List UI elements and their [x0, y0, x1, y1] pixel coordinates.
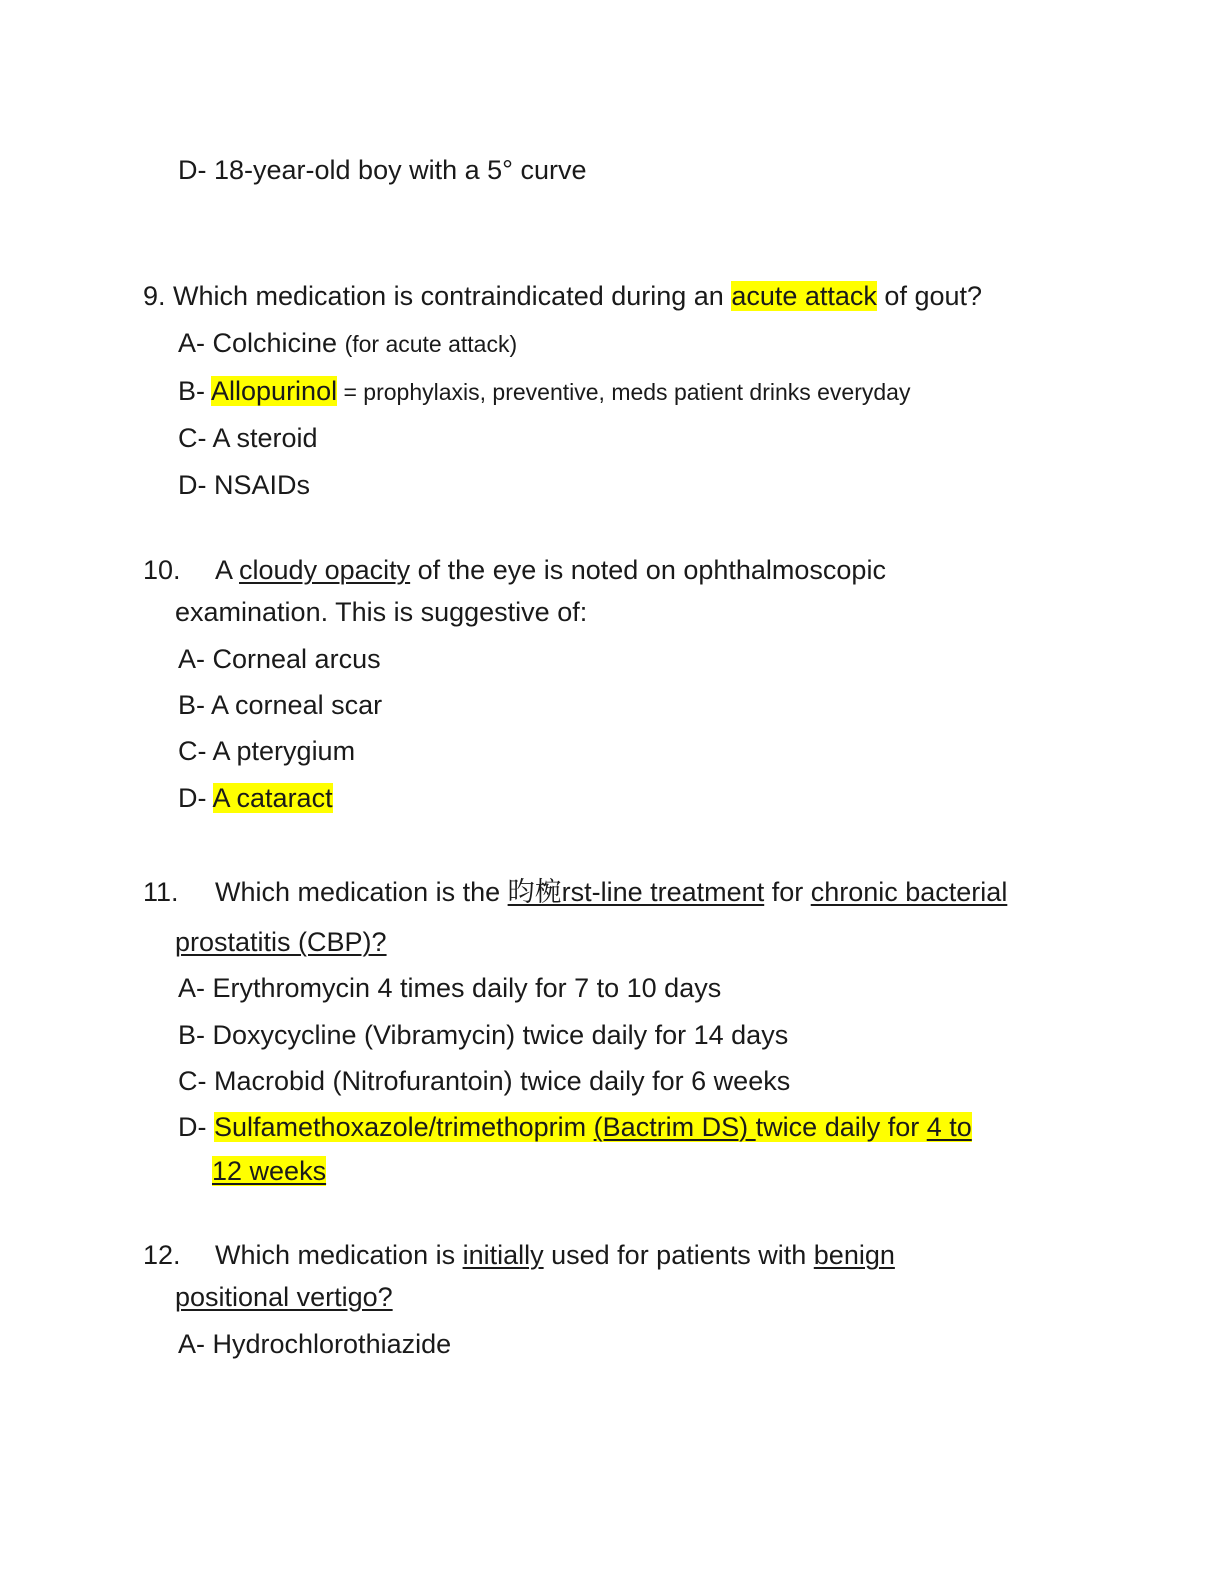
q11-stem-pre: Which medication is the: [215, 877, 508, 907]
q10-option-c-text: C- A pterygium: [178, 736, 356, 766]
q11-option-d-highlight-2: twice daily for: [755, 1112, 927, 1142]
q11-option-d-highlight-1: Sulfamethoxazole/trimethoprim: [214, 1112, 594, 1142]
q10-option-b: [178, 688, 382, 722]
q10-option-c: [178, 734, 355, 768]
q11-option-b-text: B- Doxycycline (Vibramycin) twice daily for 14 days: [178, 1020, 789, 1050]
q11-option-d: [178, 1110, 972, 1144]
q9-option-b-highlight: Allopurinol: [211, 376, 338, 406]
q9-stem-post: of gout?: [876, 281, 983, 311]
q9-option-c: [178, 421, 318, 455]
q12-stem: [143, 1238, 895, 1272]
q10-stem-pre: A: [215, 555, 240, 585]
q11-stem: [143, 875, 1007, 909]
q9-option-b: [178, 374, 910, 409]
q12-stem-underline-3: positional vertigo?: [175, 1282, 393, 1312]
q9-option-a: [178, 326, 517, 361]
q8-option-d: [178, 153, 586, 187]
q11-option-a-text: A- Erythromycin 4 times daily for 7 to 10 days: [178, 973, 722, 1003]
q9-stem-highlight: acute attack: [731, 281, 877, 311]
q12-stem-line2: [175, 1280, 393, 1314]
q10-stem-underline: cloudy opacity: [239, 555, 411, 585]
q10-option-a: [178, 642, 381, 676]
q11-option-c-text: C- Macrobid (Nitrofurantoin) twice daily for 6 weeks: [178, 1066, 791, 1096]
q10-option-d-prefix: D-: [178, 783, 213, 813]
q10-stem: [143, 553, 886, 587]
q10-option-d: [178, 781, 333, 815]
q11-option-d-highlight-underline-3: 12 weeks: [212, 1156, 327, 1186]
q10-option-d-highlight: A cataract: [212, 783, 333, 813]
q11-stem-underline-3: prostatitis (CBP)?: [175, 927, 387, 957]
q9-stem: [143, 279, 982, 313]
q11-stem-line2: [175, 925, 387, 959]
q11-number: 11.: [143, 877, 179, 907]
q11-stem-underline-2: chronic bacterial: [810, 877, 1008, 907]
q9-option-d-text: D- NSAIDs: [178, 470, 311, 500]
q12-stem-underline-1: initially: [462, 1240, 544, 1270]
q11-option-b: [178, 1018, 788, 1052]
q12-option-a: [178, 1327, 451, 1361]
q9-option-a-note: (for acute attack): [344, 331, 518, 357]
q9-stem-pre: 9. Which medication is contraindicated during an: [143, 281, 732, 311]
q11-option-d-line2: [212, 1154, 326, 1188]
q11-option-d-prefix: D-: [178, 1112, 214, 1142]
q12-number: 12.: [143, 1240, 181, 1270]
q9-option-b-note: = prophylaxis, preventive, meds patient drinks everyday: [337, 379, 911, 405]
q10-option-b-text: B- A corneal scar: [178, 690, 383, 720]
q10-number: 10.: [143, 555, 181, 585]
q10-stem-post: of the eye is noted on ophthalmoscopic: [410, 555, 886, 585]
q11-stem-underline-1: 昀椀rst-line treatment: [507, 877, 765, 907]
q12-stem-mid: used for patients with: [543, 1240, 814, 1270]
q10-stem-line2-text: examination. This is suggestive of:: [175, 597, 588, 627]
q10-stem-line2: [175, 595, 587, 629]
q9-option-a-text: A- Colchicine: [178, 328, 345, 358]
q11-stem-mid: for: [764, 877, 811, 907]
q12-stem-underline-2: benign: [813, 1240, 895, 1270]
q11-option-d-highlight-underline-2: 4 to: [926, 1112, 972, 1142]
q12-option-a-text: A- Hydrochlorothiazide: [178, 1329, 452, 1359]
q11-option-a: [178, 971, 721, 1005]
q9-option-b-prefix: B-: [178, 376, 212, 406]
q11-option-c: [178, 1064, 790, 1098]
q11-option-d-highlight-underline-1: (Bactrim DS): [593, 1112, 756, 1142]
q12-stem-pre: Which medication is: [215, 1240, 463, 1270]
q10-option-a-text: A- Corneal arcus: [178, 644, 381, 674]
q8-option-d-text: D- 18-year-old boy with a 5° curve: [178, 155, 587, 185]
q9-option-c-text: C- A steroid: [178, 423, 318, 453]
q9-option-d: [178, 468, 310, 502]
